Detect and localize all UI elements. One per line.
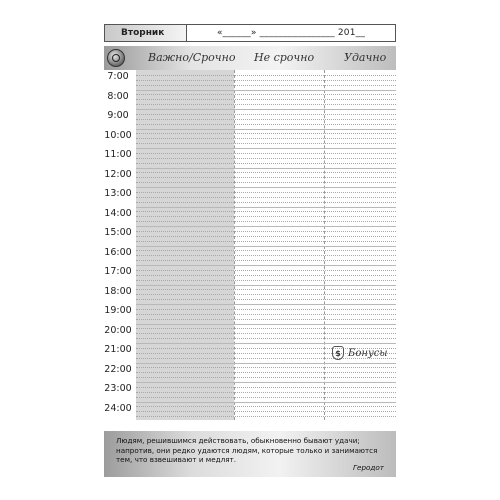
ruled-line bbox=[136, 285, 396, 286]
ruled-line bbox=[136, 338, 396, 339]
ruled-line bbox=[136, 129, 396, 130]
ruled-line bbox=[136, 207, 396, 208]
ruled-line bbox=[136, 299, 396, 300]
ruled-line bbox=[136, 289, 396, 290]
time-label: 21:00 bbox=[104, 344, 132, 355]
ruled-line bbox=[136, 382, 396, 383]
ruled-line bbox=[136, 75, 396, 76]
ruled-line bbox=[136, 343, 396, 344]
ruled-line bbox=[136, 124, 396, 125]
ruled-line bbox=[136, 104, 396, 105]
ruled-line bbox=[136, 328, 396, 329]
ruled-line bbox=[136, 90, 396, 91]
ruled-line bbox=[136, 280, 396, 281]
ruled-line bbox=[136, 172, 396, 173]
ruled-line bbox=[136, 187, 396, 188]
quote-author: Геродот bbox=[353, 463, 384, 472]
ruled-line bbox=[136, 158, 396, 159]
time-label: 13:00 bbox=[104, 188, 132, 199]
ruled-line bbox=[136, 119, 396, 120]
date-field[interactable]: «______» ________________ 201__ bbox=[216, 28, 366, 38]
ruled-line bbox=[136, 309, 396, 310]
time-label: 23:00 bbox=[104, 383, 132, 394]
time-label: 9:00 bbox=[107, 110, 129, 121]
time-label: 18:00 bbox=[104, 285, 132, 297]
ruled-line bbox=[136, 182, 396, 183]
ruled-line bbox=[136, 319, 396, 320]
ruled-line bbox=[136, 153, 396, 154]
ruled-line bbox=[136, 411, 396, 412]
ruled-line bbox=[136, 168, 396, 169]
ruled-line bbox=[136, 99, 396, 100]
ruled-line bbox=[136, 255, 396, 256]
ruled-line bbox=[136, 333, 396, 334]
ruled-line bbox=[136, 372, 396, 373]
ruled-line bbox=[136, 294, 396, 295]
ruled-line bbox=[136, 231, 396, 232]
ruled-line bbox=[136, 114, 396, 115]
ruled-line bbox=[136, 406, 396, 407]
ruled-line bbox=[136, 138, 396, 139]
time-label: 20:00 bbox=[104, 324, 132, 336]
quote-box bbox=[104, 431, 396, 477]
ruled-line bbox=[136, 363, 396, 364]
column-title-lucky: Удачно bbox=[344, 51, 387, 64]
ruled-line bbox=[136, 275, 396, 276]
ruled-line bbox=[136, 211, 396, 212]
time-label: 8:00 bbox=[107, 90, 129, 102]
time-label: 19:00 bbox=[104, 305, 132, 316]
ruled-line bbox=[136, 192, 396, 193]
time-label: 11:00 bbox=[104, 149, 132, 160]
column-title-important: Важно/Срочно bbox=[148, 51, 236, 64]
time-label: 22:00 bbox=[104, 363, 132, 375]
time-label: 15:00 bbox=[104, 227, 132, 238]
time-label: 24:00 bbox=[104, 402, 132, 414]
column-title-not-urgent: Не срочно bbox=[254, 51, 315, 64]
ruled-line bbox=[136, 324, 396, 325]
ruled-line bbox=[136, 416, 396, 417]
date-header bbox=[104, 24, 396, 42]
ruled-line bbox=[136, 148, 396, 149]
ruled-line bbox=[136, 94, 396, 95]
ruled-line bbox=[136, 236, 396, 237]
ruled-line bbox=[136, 163, 396, 164]
ruled-line bbox=[136, 226, 396, 227]
ruled-line bbox=[136, 143, 396, 144]
ruled-line bbox=[136, 392, 396, 393]
ruled-line bbox=[136, 387, 396, 388]
column-header-bar bbox=[104, 46, 396, 70]
ruled-line bbox=[136, 250, 396, 251]
ruled-line bbox=[136, 216, 396, 217]
coin-icon bbox=[107, 49, 125, 67]
ruled-line bbox=[136, 80, 396, 81]
ruled-line bbox=[136, 402, 396, 403]
ruled-line bbox=[136, 270, 396, 271]
bonus-label: Бонусы bbox=[348, 347, 388, 359]
ruled-line bbox=[136, 85, 396, 86]
ruled-line bbox=[136, 177, 396, 178]
ruled-line bbox=[136, 377, 396, 378]
time-label: 16:00 bbox=[104, 246, 132, 258]
ruled-line bbox=[136, 304, 396, 305]
ruled-line bbox=[136, 397, 396, 398]
day-label: Вторник bbox=[105, 25, 187, 41]
ruled-line bbox=[136, 197, 396, 198]
ruled-line bbox=[136, 241, 396, 242]
time-label: 7:00 bbox=[107, 71, 129, 82]
time-label: 12:00 bbox=[104, 168, 132, 180]
time-label: 10:00 bbox=[104, 129, 132, 141]
money-bag-icon: $ bbox=[332, 346, 344, 360]
ruled-line bbox=[136, 202, 396, 203]
ruled-line bbox=[136, 246, 396, 247]
ruled-line bbox=[136, 109, 396, 110]
time-label: 17:00 bbox=[104, 266, 132, 277]
ruled-line bbox=[136, 265, 396, 266]
time-label: 14:00 bbox=[104, 207, 132, 219]
quote-text: Людям, решившимся действовать, обыкновенно бывают удачи; напротив, они редко удаются людям, которые только и занимаются тем, что взвешивают и медлят. bbox=[116, 436, 378, 464]
ruled-line bbox=[136, 221, 396, 222]
bonus-section bbox=[332, 346, 388, 360]
ruled-line bbox=[136, 314, 396, 315]
planner-grid bbox=[104, 46, 396, 420]
ruled-line bbox=[136, 133, 396, 134]
ruled-line bbox=[136, 367, 396, 368]
ruled-line bbox=[136, 260, 396, 261]
